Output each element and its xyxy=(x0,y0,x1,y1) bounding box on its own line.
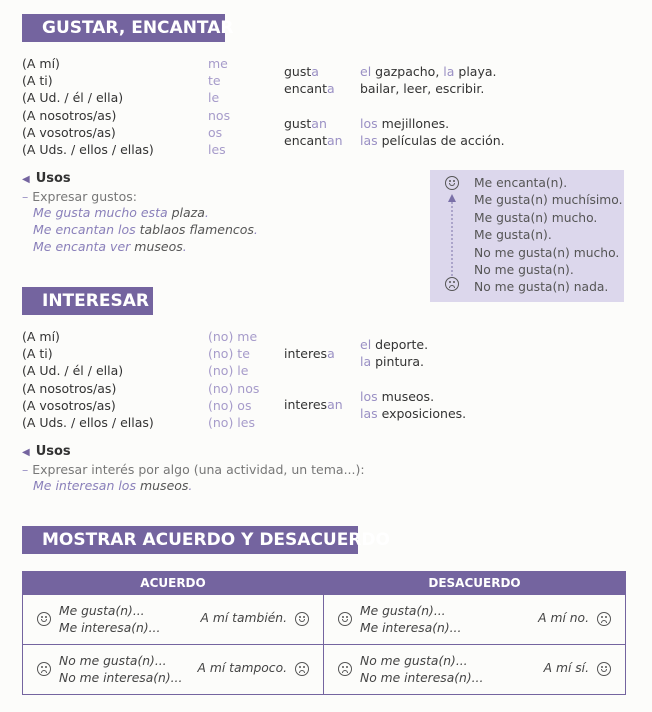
usos-heading-2: ◀ Usos xyxy=(22,444,71,459)
example-line-1 xyxy=(33,205,209,220)
text-segment: Me gusta mucho esta xyxy=(33,205,172,220)
text-segment: el xyxy=(360,337,376,352)
header-desacuerdo: DESACUERDO xyxy=(324,572,626,595)
section-title-gustar: GUSTAR, ENCANTAR xyxy=(22,14,225,42)
pronoun-label: (A mí) xyxy=(22,56,60,71)
usos-item-2: – Expresar interés por algo (una actividad, un tema...): xyxy=(22,462,365,477)
sad-face-icon xyxy=(295,662,309,676)
preference-scale-box xyxy=(430,170,624,302)
example-line-3 xyxy=(33,239,187,254)
clitic-pronoun: (no) os xyxy=(208,397,252,413)
scale-item: Me encanta(n). xyxy=(474,176,568,190)
reply-text: A mí tampoco. xyxy=(197,661,287,675)
pronoun-label: (A vosotros/as) xyxy=(22,124,116,140)
usos-heading-1: ◀ Usos xyxy=(22,171,71,186)
text-segment: tablaos flamencos xyxy=(139,222,254,237)
statement-text xyxy=(360,653,483,687)
pronoun-label: (A Uds. / ellos / ellas) xyxy=(22,142,154,157)
statement-line: Me gusta(n)... xyxy=(59,604,145,618)
gustar-verb-gustan: gustan xyxy=(284,116,327,131)
interesar-object-3 xyxy=(360,388,434,405)
pronoun-label: (A ti) xyxy=(22,73,53,89)
example-line-2 xyxy=(33,222,258,237)
scale-item: No me gusta(n) nada. xyxy=(474,280,609,295)
pronoun-label: (A nosotros/as) xyxy=(22,380,117,396)
text-segment: bailar, leer, escribir. xyxy=(360,81,485,96)
header-acuerdo: ACUERDO xyxy=(23,572,324,595)
happy-face-icon xyxy=(295,612,309,626)
sad-face-icon xyxy=(338,662,352,676)
text-segment: Me encantan los xyxy=(33,222,140,237)
clitic-pronoun: (no) les xyxy=(208,415,255,430)
text-segment: el xyxy=(360,64,376,79)
gustar-object-2 xyxy=(360,80,484,97)
statement-line: Me gusta(n)... xyxy=(360,604,446,618)
text-segment: gazpacho, xyxy=(375,64,444,79)
example-line-4 xyxy=(33,478,192,493)
interesar-object-4 xyxy=(360,405,466,422)
triangle-bullet-icon: ◀ xyxy=(22,447,30,458)
pronoun-label: (A ti) xyxy=(22,346,53,362)
text-segment: playa. xyxy=(458,64,497,79)
scale-item: Me gusta(n) mucho. xyxy=(474,210,598,225)
scale-item: No me gusta(n) mucho. xyxy=(474,245,620,260)
text-segment: Me encanta ver xyxy=(33,239,135,254)
table-row xyxy=(23,595,626,645)
scale-item: Me gusta(n) muchísimo. xyxy=(474,193,623,208)
interesar-verb-interesan: interesan xyxy=(284,397,343,412)
happy-face-icon xyxy=(338,612,352,626)
interesar-object-2 xyxy=(360,353,424,370)
gustar-object-4 xyxy=(360,132,505,149)
happy-face-icon xyxy=(597,662,611,676)
text-segment: . xyxy=(253,222,258,237)
clitic-pronoun: os xyxy=(208,124,223,140)
statement-text xyxy=(360,603,461,637)
happy-face-icon xyxy=(445,176,459,190)
gustar-verb-gusta: gusta xyxy=(284,64,319,79)
agreement-table xyxy=(22,571,626,695)
pronoun-label: (A Ud. / él / ella) xyxy=(22,363,124,379)
pronoun-label: (A mí) xyxy=(22,329,60,344)
statement-line: No me gusta(n)... xyxy=(360,654,468,668)
agreement-cell xyxy=(23,595,324,645)
section-title-acuerdo: MOSTRAR ACUERDO Y DESACUERDO xyxy=(22,526,358,554)
text-segment: películas de acción. xyxy=(381,133,505,148)
text-segment: las xyxy=(360,133,382,148)
text-segment: Me interesan los xyxy=(33,478,140,493)
clitic-pronoun: (no) me xyxy=(208,329,258,344)
scale-item: No me gusta(n). xyxy=(474,263,574,277)
statement-line: No me interesa(n)... xyxy=(59,671,183,685)
gustar-object-3 xyxy=(360,115,449,132)
statement-line: No me gusta(n)... xyxy=(59,654,167,668)
clitic-pronoun: le xyxy=(208,90,220,106)
clitic-pronoun: (no) nos xyxy=(208,380,260,396)
text-segment: las xyxy=(360,406,382,421)
text-segment: museos xyxy=(139,478,189,493)
usos-item-1: – Expresar gustos: xyxy=(22,189,137,204)
pronoun-label: (A vosotros/as) xyxy=(22,397,116,413)
text-segment: plaza xyxy=(171,205,205,220)
text-segment: exposiciones. xyxy=(381,406,467,421)
agreement-cell xyxy=(324,595,626,645)
statement-text xyxy=(59,653,182,687)
text-segment: la xyxy=(443,64,459,79)
text-segment: museos xyxy=(134,239,183,254)
interesar-verb-interesa: interesa xyxy=(284,346,335,361)
clitic-pronoun: nos xyxy=(208,107,231,123)
pronoun-label: (A Uds. / ellos / ellas) xyxy=(22,415,154,430)
text-segment: mejillones. xyxy=(381,116,450,131)
pronoun-label: (A nosotros/as) xyxy=(22,107,117,123)
clitic-pronoun: me xyxy=(208,56,228,71)
clitic-pronoun: (no) le xyxy=(208,363,249,379)
scale-item: Me gusta(n). xyxy=(474,228,552,243)
statement-text xyxy=(59,603,160,637)
clitic-pronoun: te xyxy=(208,73,221,89)
reply-text: A mí no. xyxy=(538,611,589,625)
agreement-cell xyxy=(23,645,324,695)
pronoun-label: (A Ud. / él / ella) xyxy=(22,90,124,106)
text-segment: deporte. xyxy=(375,337,429,352)
text-segment: pintura. xyxy=(375,354,425,369)
sad-face-icon xyxy=(37,662,51,676)
text-segment: la xyxy=(360,354,376,369)
text-segment: . xyxy=(182,239,187,254)
reply-text: A mí también. xyxy=(200,611,287,625)
gustar-object-1 xyxy=(360,63,497,80)
statement-line: Me interesa(n)... xyxy=(360,621,462,635)
statement-line: No me interesa(n)... xyxy=(360,671,484,685)
sad-face-icon xyxy=(597,612,611,626)
section-title-interesar: INTERESAR xyxy=(22,287,153,315)
gustar-verb-encantan: encantan xyxy=(284,133,343,148)
text-segment: los xyxy=(360,389,382,404)
reply-text: A mí sí. xyxy=(543,661,589,675)
arrow-up-icon xyxy=(447,194,457,278)
interesar-object-1 xyxy=(360,336,428,353)
text-segment: los xyxy=(360,116,382,131)
text-segment: . xyxy=(204,205,209,220)
statement-line: Me interesa(n)... xyxy=(59,621,161,635)
clitic-pronoun: les xyxy=(208,142,226,157)
text-segment: museos. xyxy=(381,389,435,404)
triangle-bullet-icon: ◀ xyxy=(22,174,30,185)
happy-face-icon xyxy=(37,612,51,626)
sad-face-icon xyxy=(445,277,459,291)
agreement-cell xyxy=(324,645,626,695)
table-row xyxy=(23,645,626,695)
gustar-verb-encanta: encanta xyxy=(284,81,335,96)
text-segment: . xyxy=(188,478,193,493)
clitic-pronoun: (no) te xyxy=(208,346,250,362)
